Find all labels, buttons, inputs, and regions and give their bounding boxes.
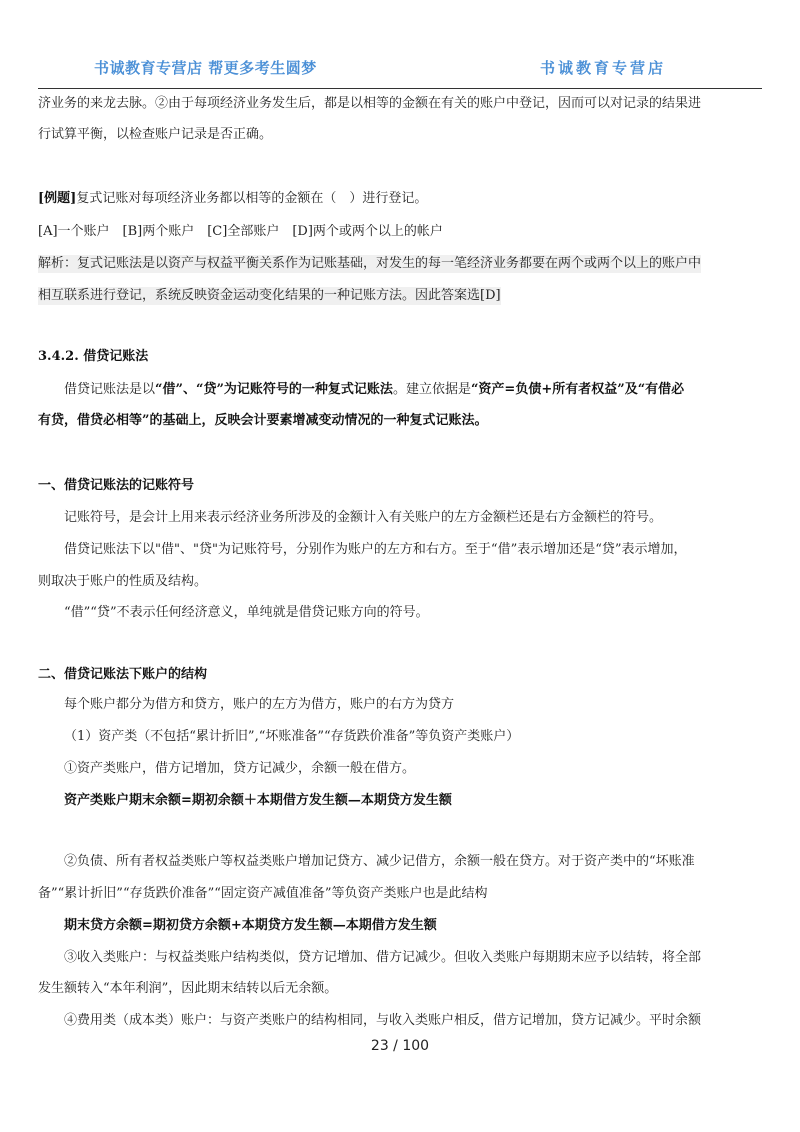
example-analysis-line: 相互联系进行登记，系统反映资金运动变化结果的一种记账方法。因此答案选[D] [38, 288, 501, 303]
section-paragraph-line [64, 381, 684, 399]
bold-run: “借”、“贷”为记账符号的一种复式记账法 [155, 382, 393, 397]
example-tag: [例题] [38, 191, 77, 206]
formula-line: 资产类账户期末余额=期初余额＋本期借方发生额—本期贷方发生额 [64, 793, 452, 808]
bold-run: “资产=负债+所有者权益”及“有借必 [470, 382, 685, 397]
paragraph-line: 每个账户都分为借方和贷方，账户的左方为借方，账户的右方为贷方 [64, 697, 455, 712]
subsection-title: 二、借贷记账法下账户的结构 [38, 667, 208, 682]
header-divider [38, 88, 762, 89]
section-paragraph-line: 有贷，借贷必相等”的基础上，反映会计要素增减变动情况的一种复式记账法。 [38, 413, 488, 428]
paragraph-line: 则取决于账户的性质及结构。 [38, 574, 208, 589]
paragraph-line: 记账符号，是会计上用来表示经济业务所涉及的金额计入有关账户的左方金额栏还是右方金额栏的符号。 [64, 510, 663, 525]
example-analysis-line: 解析：复式记账法是以资产与权益平衡关系作为记账基础，对发生的每一笔经济业务都要在两个或两个以上的账户中 [38, 256, 702, 271]
paragraph-line: “借”“贷”不表示任何经济意义，单纯就是借贷记账方向的符号。 [64, 605, 429, 620]
paragraph-line: ④费用类（成本类）账户：与资产类账户的结构相同，与收入类账户相反，借方记增加，贷方记减少。平时余额 [64, 1013, 702, 1028]
subsection-title: 一、借贷记账法的记账符号 [38, 478, 195, 493]
example-question [38, 190, 427, 208]
formula-line: 期末贷方余额=期初贷方余额+本期贷方发生额—本期借方发生额 [64, 918, 437, 933]
paragraph-line: ③收入类账户：与权益类账户结构类似，贷方记增加、借方记减少。但收入类账户每期期末应予以结转，将全部 [64, 950, 702, 965]
paragraph-line: 发生额转入“本年利润”，因此期末结转以后无余额。 [38, 981, 338, 996]
paragraph-line: ①资产类账户，借方记增加，贷方记减少，余额一般在借方。 [64, 761, 416, 776]
text-run: 借贷记账法是以 [64, 382, 156, 397]
text-run: 。建立依据是 [392, 382, 471, 397]
paragraph-line: ②负债、所有者权益类账户等权益类账户增加记贷方、减少记借方，余额一般在贷方。对于资产类中的“坏账准 [64, 854, 695, 869]
paragraph-line: 借贷记账法下以"借"、"贷"为记账符号，分别作为账户的左方和右方。至于“借”表示增加还是“贷”表示增加， [64, 542, 687, 557]
example-options: [A]一个账户 [B]两个账户 [C]全部账户 [D]两个或两个以上的帐户 [38, 224, 443, 239]
page-number: 23 / 100 [370, 1038, 430, 1054]
page-header [38, 57, 762, 83]
paragraph-line: 行试算平衡，以检查账户记录是否正确。 [38, 127, 273, 142]
paragraph-line: （1）资产类（不包括“累计折旧”,“坏账准备”“存货跌价准备”等负资产类账户） [64, 729, 520, 744]
header-right-text: 书诚教育专营店 [540, 59, 667, 77]
paragraph-line: 济业务的来龙去脉。②由于每项经济业务发生后，都是以相等的金额在有关的账户中登记，因而可以对记录的结果进 [38, 96, 702, 111]
example-question-text: 复式记账对每项经济业务都以相等的金额在（ ）进行登记。 [76, 191, 428, 206]
header-left-text: 书诚教育专营店 帮更多考生圆梦 [94, 59, 317, 77]
paragraph-line: 备”“累计折旧”“存货跌价准备”“固定资产减值准备”等负资产类账户也是此结构 [38, 886, 488, 901]
section-title: 3.4.2. 借贷记账法 [38, 349, 149, 364]
